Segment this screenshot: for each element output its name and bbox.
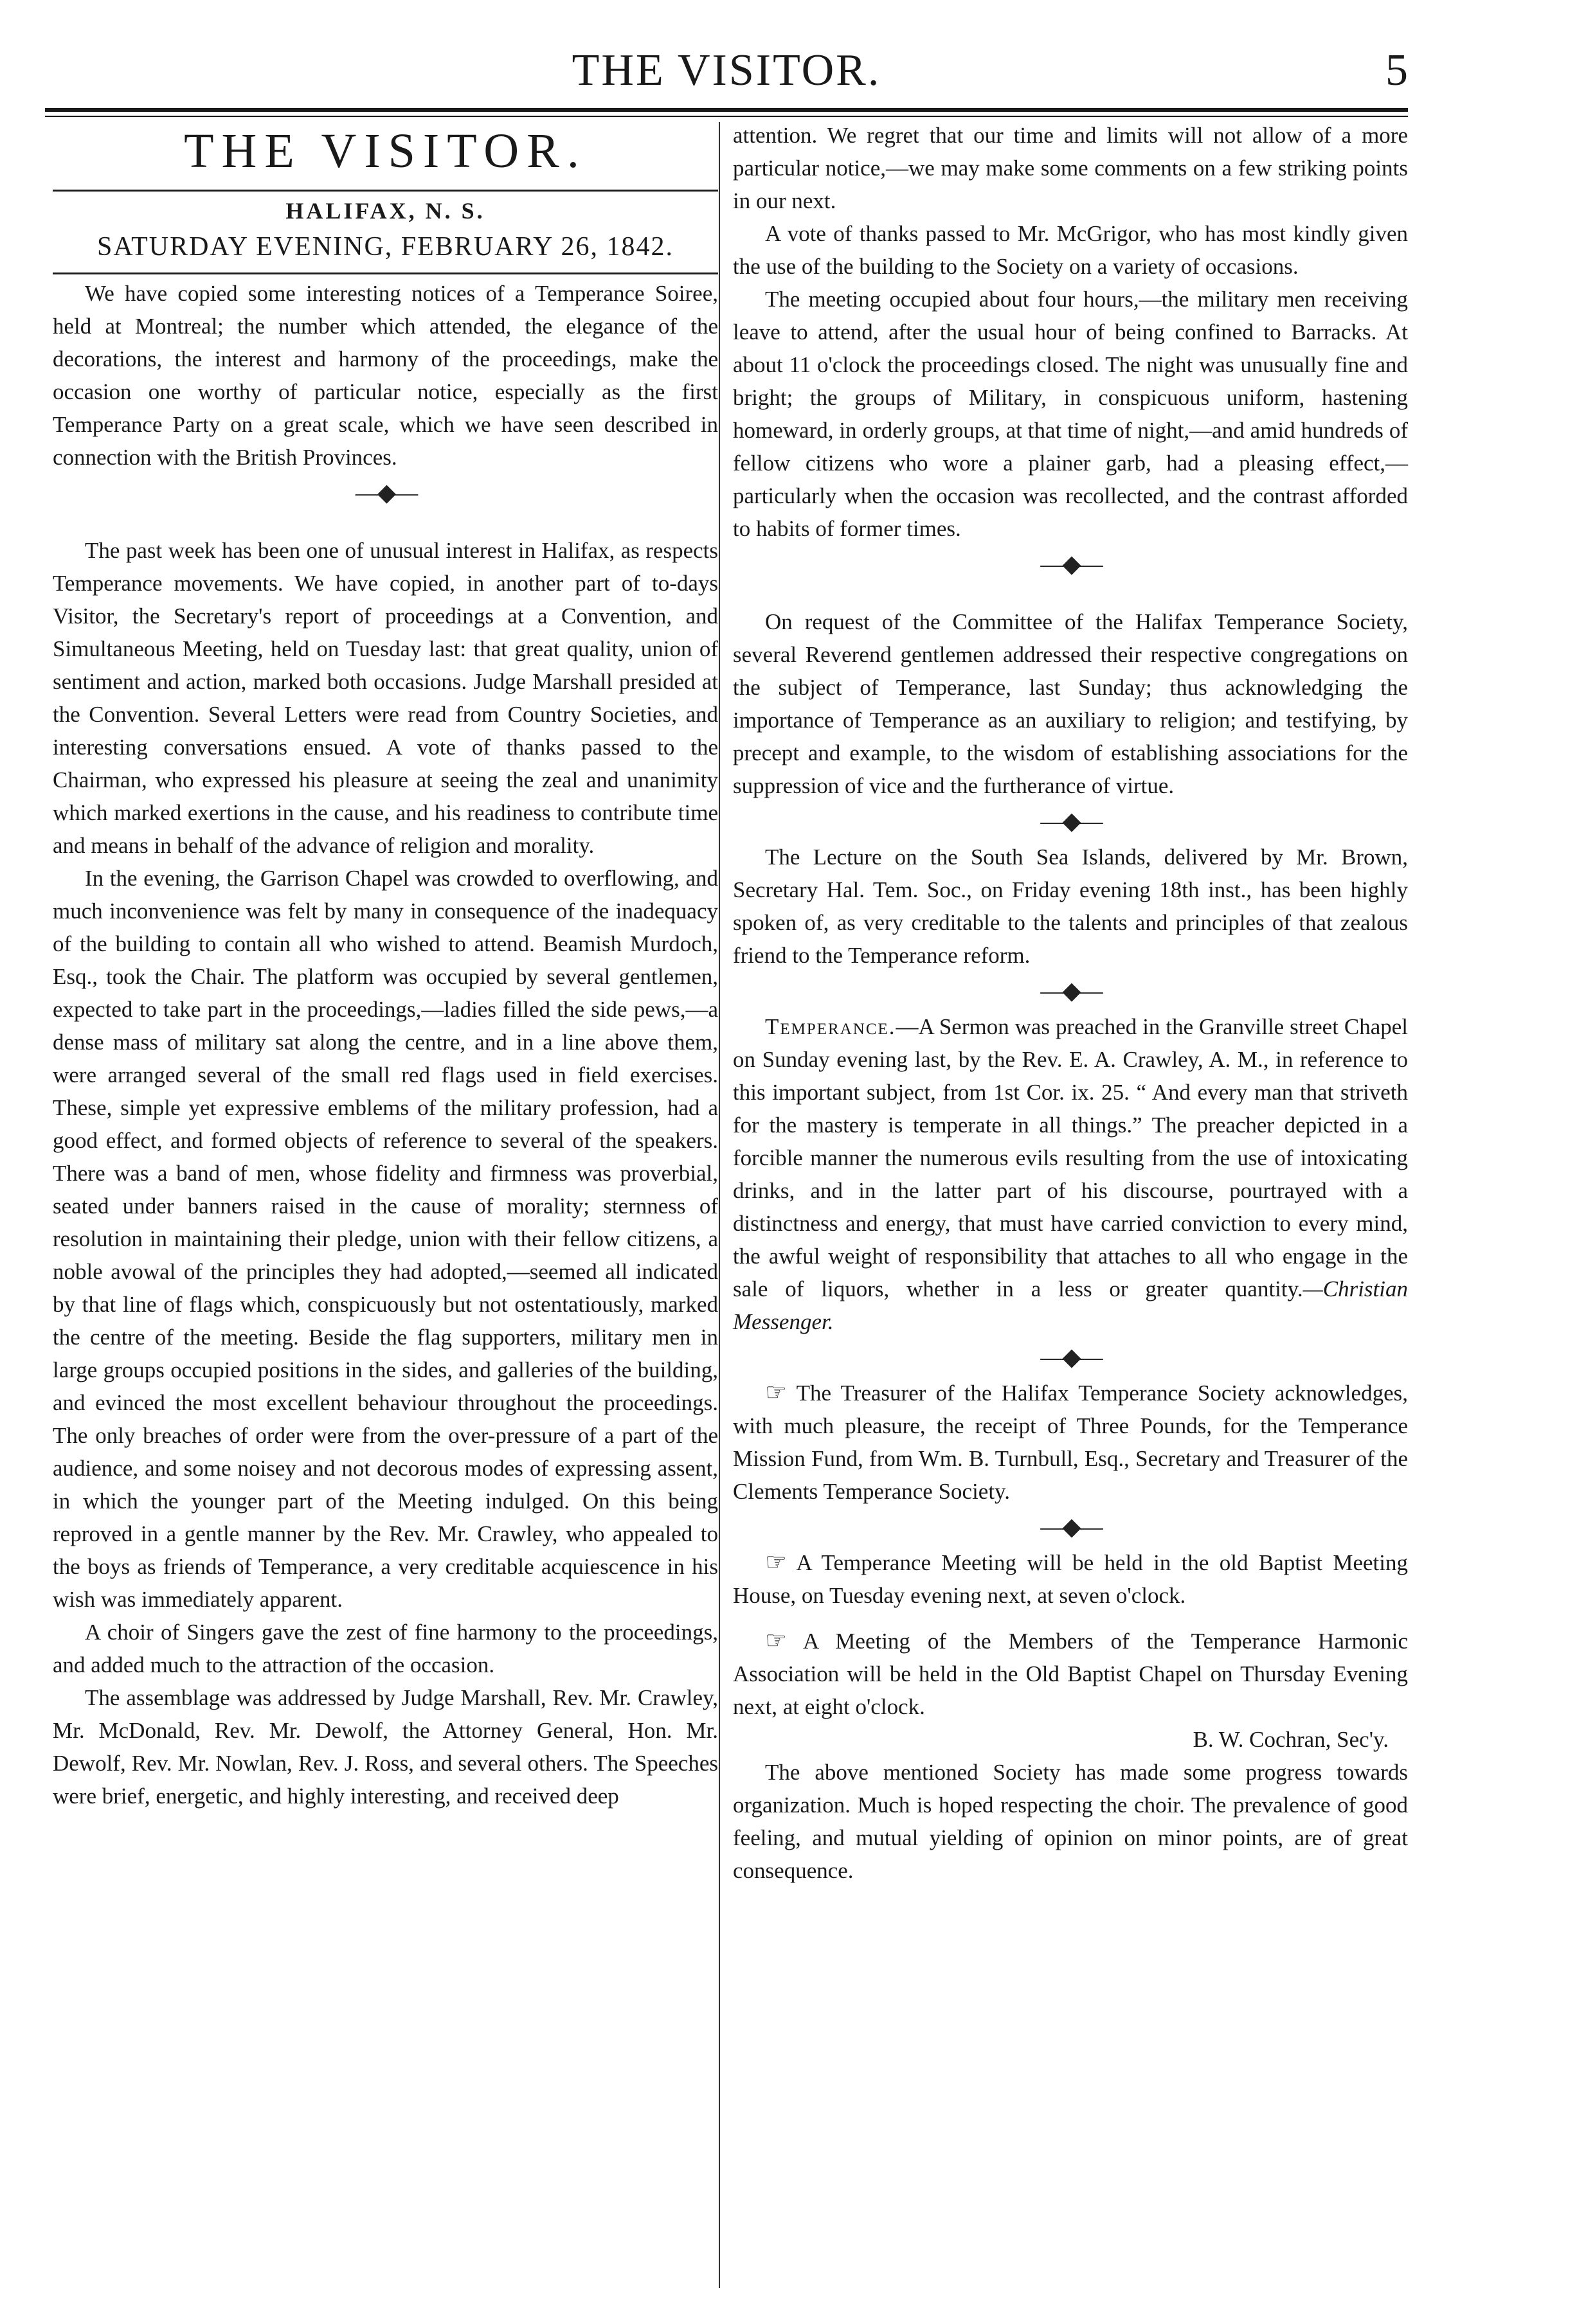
masthead-rule <box>53 190 718 192</box>
article-garrison-chapel: In the evening, the Garrison Chapel was crowded to overflowing, and much inconvenience was felt by many in consequence of the inadequacy of the building to contain all who wished to attend. Beamish Murdoch, Esq., took the Chair. The platform was occupied by several gentlemen, expected to take part in the proceedings,—ladies filled the side pews,—a dense mass of military sat along the centre, and in a line above them, were arranged several of the small red flags used in field exercises. These, simple yet expressive emblems of the military profession, had a good effect, and formed objects of reference to several of the speakers. There was a band of men, whose fidelity and firmness was proverbial, seated under banners raised in the cause of morality; sternness of resolution in maintaining their pledge, union with their fellow citizens, a noble avowal of the principles they had adopted,—seemed all indicated by that line of flags which, conspicuously but not ostentatiously, marked the centre of the meeting. Beside the flag supporters, military men in large groups occupied positions in the sides, and galleries of the building, and evinced the most excellent behaviour throughout the proceedings. The only breaches of order were from the over-pressure of a part of the audience, and some noisey and not decorous modes of expressing assent, in which the younger part of the Meeting indulged. On this being reproved in a gentle manner by the Rev. Mr. Crawley, who appealed to the boys as friends of Temperance, a very creditable acquiescence in his wish was immediately apparent. <box>53 866 718 1612</box>
section-ornament: —◆— <box>1040 1514 1101 1541</box>
article-society-progress: The above mentioned Society has made some progress towards organization. Much is hoped respecting the choir. The prevalence of good feeling, and mutual yielding of opinion on minor points, are of great consequence. <box>733 1760 1408 1883</box>
article-sermon <box>733 1010 1408 1338</box>
article-soiree: We have copied some interesting notices of a Temperance Soiree, held at Montreal; the number which attended, the elegance of the decorations, the interest and harmony of the proceedings, make the occasion one worthy of particular notice, especially as the first Temperance Party on a great scale, which we have seen described in connection with the British Provinces. <box>53 281 718 470</box>
pointing-hand-icon: ☞ <box>765 1627 788 1654</box>
masthead-place: HALIFAX, N. S. <box>285 198 485 224</box>
notice-signature: B. W. Cochran, Sec'y. <box>1193 1727 1389 1752</box>
running-head-title: THE VISITOR. <box>572 46 881 95</box>
running-head <box>45 26 1408 103</box>
notice-temperance-meeting <box>733 1546 1408 1612</box>
right-column <box>733 119 1408 1887</box>
header-rule-thick <box>45 108 1408 112</box>
section-ornament: —◆— <box>1040 1344 1101 1371</box>
masthead <box>53 119 718 274</box>
notice-temperance-meeting-text: A Temperance Meeting will be held in the old Baptist Meeting House, on Tuesday evening next, at seven o'clock. <box>733 1550 1408 1608</box>
article-meeting-duration: The meeting occupied about four hours,—the military men receiving leave to attend, after the usual hour of being confined to Barracks. At about 11 o'clock the proceedings closed. The night was unusually fine and bright; the groups of Military, in conspicuous uniform, hastening homeward, in orderly groups, at that time of night,—and amid hundreds of fellow citizens who wore a plainer garb, had a pleasing effect,—particularly when the occasion was recollected, and the contrast afforded to habits of former times. <box>733 287 1408 541</box>
masthead-title: THE VISITOR. <box>184 124 587 178</box>
article-temperance-week: The past week has been one of unusual interest in Halifax, as respects Temperance movements. We have copied, in another part of to-days Visitor, the Secretary's report of proceedings at a Convention, and Simultaneous Meeting, held on Tuesday last: that great quality, union of sentiment and action, marked both occasions. Judge Marshall presided at the Convention. Several Letters were read from Country Societies, and interesting conversations ensued. A vote of thanks passed to the Chairman, who expressed his pleasure at seeing the zeal and unanimity which marked exertions in the cause, and his readiness to contribute time and means in behalf of the advance of religion and morality. <box>53 538 718 858</box>
notice-treasurer <box>733 1377 1408 1508</box>
article-choir: A choir of Singers gave the zest of fine harmony to the proceedings, and added much to the attraction of the occasion. <box>53 1620 718 1677</box>
article-assemblage-continued: attention. We regret that our time and limits will not allow of a more particular notice,—we may make some comments on a few striking points in our next. <box>733 123 1408 213</box>
page-number: 5 <box>1385 46 1408 95</box>
sermon-lead: Temperance. <box>765 1014 896 1039</box>
article-reverend-gentlemen: On request of the Committee of the Halifax Temperance Society, several Reverend gentlemen addressed their respective congregations on the subject of Temperance, last Sunday; thus acknowledging the importance of Temperance as an auxiliary to religion; and testifying, by precept and example, to the wisdom of establishing associations for the suppression of vice and the furtherance of virtue. <box>733 609 1408 798</box>
article-assemblage: The assemblage was addressed by Judge Marshall, Rev. Mr. Crawley, Mr. McDonald, Rev. Mr. Dewolf, the Attorney General, Hon. Mr. Dewolf, Rev. Mr. Nowlan, Rev. J. Ross, and several others. The Speeches were brief, energetic, and highly interesting, and received deep <box>53 1685 718 1809</box>
notice-treasurer-text: The Treasurer of the Halifax Temperance Society acknowledges, with much pleasure, the receipt of Three Pounds, for the Temperance Mission Fund, from Wm. B. Turnbull, Esq., Secretary and Treasurer of the Clements Temperance Society. <box>733 1381 1408 1504</box>
sermon-body: —A Sermon was preached in the Granville street Chapel on Sunday evening last, by the Rev. E. A. Crawley, A. M., in reference to this important subject, from 1st Cor. ix. 25. “ And every man that striveth for the mastery is temperate in all things.” The preacher depicted in a forcible manner the numerous evils resulting from the use of intoxicating drinks, and in the latter part of his discourse, pourtrayed with a distinctness and energy, that must have carried conviction to every mind, the awful weight of responsibility that attaches to all who engage in the sale of liquors, whether in a less or greater quantity. <box>733 1014 1408 1301</box>
masthead-rule-bottom <box>53 273 718 274</box>
pointing-hand-icon: ☞ <box>765 1549 788 1576</box>
section-ornament: —◆— <box>1040 551 1101 578</box>
article-vote-of-thanks: A vote of thanks passed to Mr. McGrigor, who has most kindly given the use of the building to the Society on a variety of occasions. <box>733 221 1408 279</box>
sermon-credit: —Christian Messenger. <box>733 1276 1408 1334</box>
masthead-date: SATURDAY EVENING, FEBRUARY 26, 1842. <box>97 232 674 262</box>
pointing-hand-icon: ☞ <box>765 1379 788 1406</box>
notice-harmonic-association-text: A Meeting of the Members of the Temperance Harmonic Association will be held in the Old Baptist Chapel on Thursday Evening next, at eight o'clock. <box>733 1629 1408 1719</box>
article-south-sea-lecture: The Lecture on the South Sea Islands, delivered by Mr. Brown, Secretary Hal. Tem. Soc., on Friday evening 18th inst., has been highly spoken of, as very creditable to the talents and principles of that zealous friend to the Temperance reform. <box>733 845 1408 968</box>
notice-harmonic-association <box>733 1625 1408 1723</box>
section-ornament: —◆— <box>355 479 416 506</box>
section-ornament: —◆— <box>1040 808 1101 835</box>
section-ornament: —◆— <box>1040 978 1101 1005</box>
header-rule-thin <box>45 116 1408 117</box>
left-column <box>53 119 718 1812</box>
column-divider <box>719 122 720 2288</box>
